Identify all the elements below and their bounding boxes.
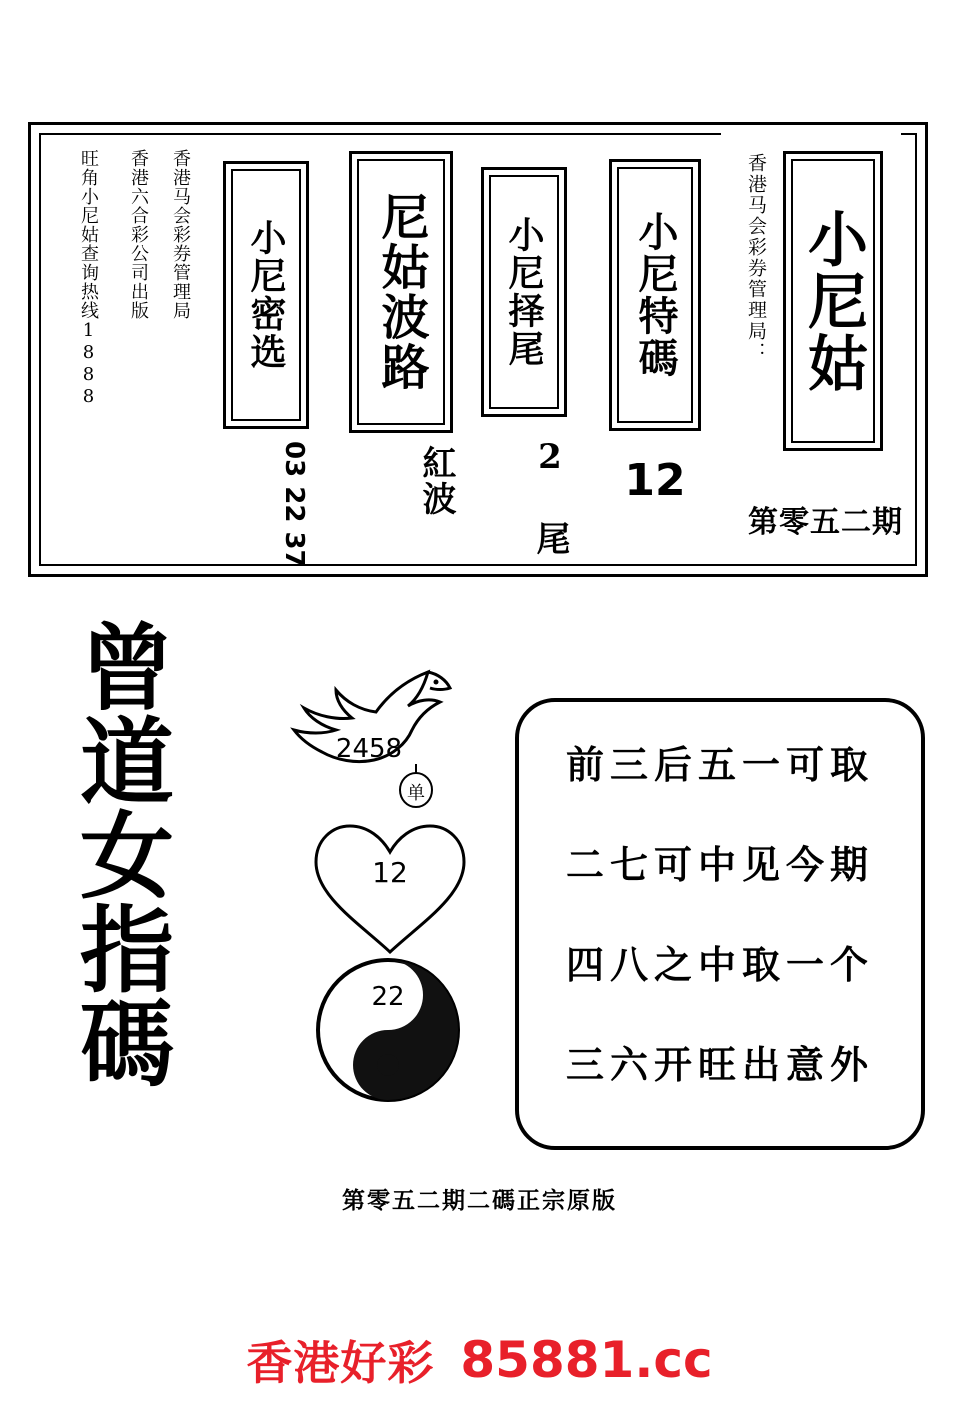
brand-title-char-1: 曾	[79, 614, 174, 724]
column-title-ze-wei: 小尼择尾	[503, 216, 545, 368]
brand-title-char-3: 女	[79, 802, 174, 912]
symbols-column	[278, 660, 498, 1080]
brand-title-char-2: 道	[79, 708, 174, 818]
verse-line-3: 四八之中取一个	[565, 942, 874, 987]
footer-brand-text: 香港好彩	[246, 1336, 435, 1390]
tag-text: 单	[407, 783, 425, 804]
verse-box	[515, 698, 925, 1150]
column-box-bo-lu-inner	[357, 159, 445, 425]
column-box-mi-xuan-inner	[231, 169, 301, 421]
brand-title	[52, 614, 202, 1100]
panel-notch	[721, 129, 901, 151]
caption-text: 第零五二期二碼正宗原版	[342, 1187, 617, 1214]
main-title-box-inner	[791, 159, 875, 443]
column-box-te-ma	[609, 159, 701, 431]
column-value-bo-lu: 紅波	[416, 445, 456, 517]
column-title-bo-lu: 尼姑波路	[373, 192, 429, 392]
verse-line-1: 前三后五一可取	[565, 742, 874, 787]
issue-label: 第零五二期	[748, 505, 903, 540]
yin-yang-icon	[308, 950, 468, 1110]
top-info-panel	[28, 122, 928, 577]
credit-line-2: 香港六合彩公司出版	[128, 149, 149, 320]
column-value-mi-xuan: 03 22 37	[279, 441, 309, 568]
brand-title-char-4: 指	[79, 896, 174, 1006]
column-value-ze-wei: 2 尾	[530, 437, 570, 557]
credit-line-3: 旺角小尼姑查询热线1888	[78, 149, 99, 408]
column-box-ze-wei-inner	[489, 175, 559, 409]
yinyang-number: 22	[371, 982, 405, 1012]
verse-line-4: 三六开旺出意外	[565, 1042, 874, 1087]
main-title-box	[783, 151, 883, 451]
organization-label: 香港马会彩券管理局：	[745, 153, 767, 363]
column-box-te-ma-inner	[617, 167, 693, 423]
heart-number: 12	[372, 856, 408, 889]
panel-notch-right	[721, 129, 737, 151]
column-value-te-ma: 12	[624, 455, 686, 506]
footer-bar	[0, 1330, 959, 1390]
main-title-text: 小尼姑	[798, 208, 868, 394]
column-title-te-ma: 小尼特碼	[632, 211, 679, 379]
column-title-mi-xuan: 小尼密选	[245, 219, 287, 371]
verse-line-2: 二七可中见今期	[565, 842, 874, 887]
dove-number: 2458	[335, 734, 403, 764]
column-box-mi-xuan	[223, 161, 309, 429]
brand-title-char-5: 碼	[79, 990, 174, 1100]
credit-line-1: 香港马会彩券管理局	[170, 149, 191, 320]
column-box-ze-wei	[481, 167, 567, 417]
footer-url[interactable]: 85881.cc	[460, 1331, 713, 1389]
column-box-bo-lu	[349, 151, 453, 433]
